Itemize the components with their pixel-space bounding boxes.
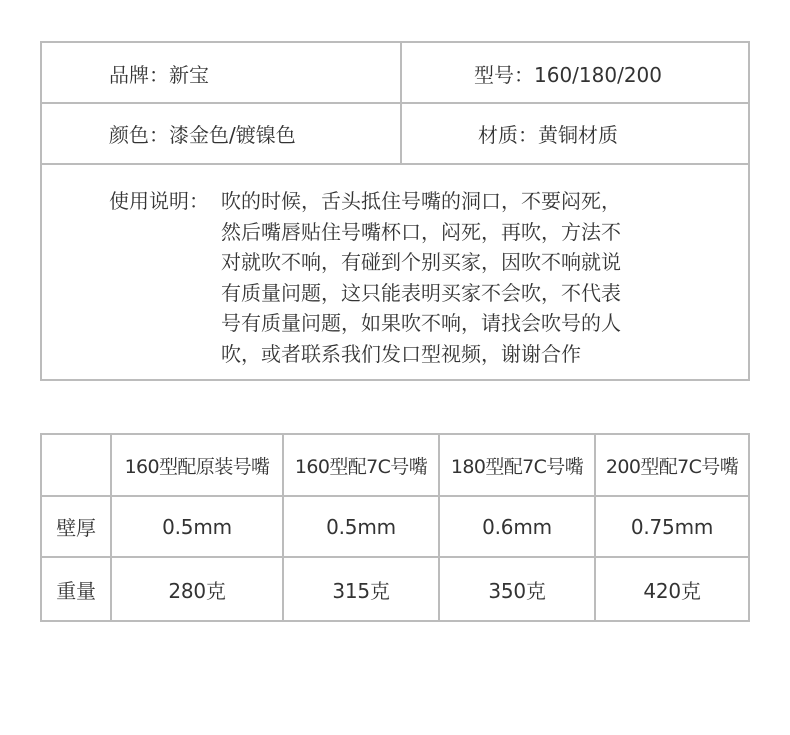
table-header-cell: 200型配7C号嘴	[605, 455, 739, 478]
divider	[42, 163, 748, 165]
usage-line: 吹的时候，舌头抵住号嘴的洞口，不要闷死，	[221, 189, 621, 213]
usage-line: 有质量问题，这只能表明买家不会吹，不代表	[221, 280, 621, 305]
spec-table	[40, 41, 750, 381]
table-cell: 0.5mm	[162, 514, 232, 539]
table-cell: 0.5mm	[326, 514, 396, 539]
table-cell: 0.6mm	[482, 514, 552, 539]
model-cell: 型号：160/180/200	[474, 63, 662, 87]
table-cell: 350克	[488, 578, 546, 603]
usage-line: 吹，或者联系我们发口型视频，谢谢合作	[221, 341, 581, 366]
usage-line: 号有质量问题，如果吹不响，请找会吹号的人	[221, 311, 621, 336]
brand-cell: 品牌：新宝	[109, 63, 209, 87]
table-header-cell: 180型配7C号嘴	[450, 455, 584, 478]
usage-line: 然后嘴唇贴住号嘴杯口，闷死，再吹，方法不	[221, 219, 621, 244]
table-header-cell	[42, 435, 110, 495]
table-cell: 420克	[643, 578, 701, 603]
color-cell: 颜色：漆金色/镀镍色	[109, 123, 296, 147]
row-label-wall-thickness: 壁厚	[56, 516, 96, 540]
divider	[400, 43, 402, 163]
size-table	[40, 433, 750, 622]
table-header-cell: 160型配原装号嘴	[124, 455, 270, 478]
table-cell: 0.75mm	[630, 514, 714, 539]
table-cell: 280克	[168, 578, 226, 603]
usage-line: 对就吹不响，有碰到个别买家，因吹不响就说	[221, 250, 621, 275]
usage-label: 使用说明：	[109, 189, 209, 213]
usage-instructions	[221, 186, 691, 370]
table-header-cell: 160型配7C号嘴	[294, 455, 428, 478]
row-label-weight: 重量	[56, 578, 96, 603]
divider	[42, 102, 748, 104]
material-cell: 材质：黄铜材质	[478, 123, 618, 147]
table-cell: 315克	[332, 578, 390, 603]
